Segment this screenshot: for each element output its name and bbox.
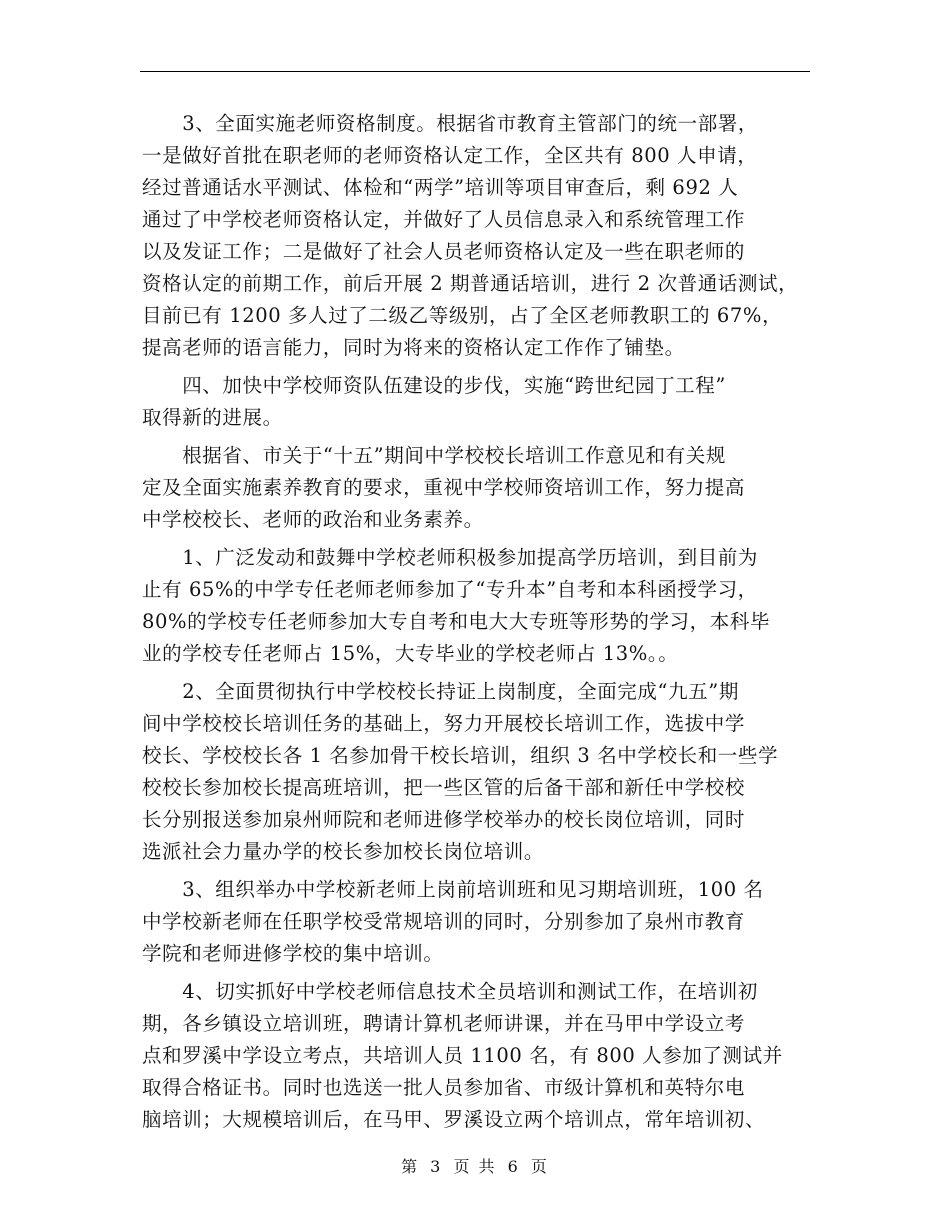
text-line: 止有 65%的中学专任老师老师参加了“专升本”自考和本科函授学习， (142, 578, 758, 601)
text-line: 定及全面实施素养教育的要求，重视中学校师资培训工作，努力提高 (142, 476, 746, 499)
text-line: 长分别报送参加泉州师院和老师进修学校举办的校长岗位培训，同时 (142, 808, 746, 831)
text-line: 中学校新老师在任职学校受常规培训的同时，分别参加了泉州市教育 (142, 910, 746, 933)
section-heading: 四、加快中学校师资队伍建设的步伐，实施“跨世纪园丁工程” (142, 374, 726, 397)
text-line: 以及发证工作；二是做好了社会人员老师资格认定及一些在职老师的 (142, 240, 746, 263)
text-line: 通过了中学校老师资格认定，并做好了人员信息录入和系统管理工作 (142, 208, 746, 231)
text-line: 目前已有 1200 多人过了二级乙等级别，占了全区老师教职工的 67%， (142, 304, 783, 327)
footer-suffix: 页 (530, 1157, 549, 1176)
text-line: 点和罗溪中学设立考点，共培训人员 1100 名，有 800 人参加了测试并 (142, 1044, 783, 1067)
text-line: 期，各乡镇设立培训班，聘请计算机老师讲课，并在马甲中学设立考 (142, 1012, 746, 1035)
footer-middle: 页 共 (453, 1157, 497, 1176)
text-line: 80%的学校专任老师参加大专自考和电大大专班等形势的学习，本科毕 (142, 610, 771, 633)
header-rule (140, 71, 810, 72)
text-line: 3、组织举办中学校新老师上岗前培训班和见习期培训班，100 名 (142, 878, 764, 901)
text-line: 提高老师的语言能力，同时为将来的资格认定工作作了铺垫。 (142, 336, 685, 359)
section-heading: 取得新的进展。 (142, 406, 283, 429)
text-line: 资格认定的前期工作，前后开展 2 期普通话培训，进行 2 次普通话测试， (142, 272, 799, 295)
text-line: 校长、学校校长各 1 名参加骨干校长培训，组织 3 名中学校长和一些学 (142, 744, 779, 767)
body-text (142, 108, 832, 1136)
text-line: 间中学校校长培训任务的基础上，努力开展校长培训工作，选拔中学 (142, 712, 746, 735)
page-number: 3 (430, 1157, 443, 1176)
text-line: 业的学校专任老师占 15%，大专毕业的学校老师占 13%。。 (142, 642, 679, 665)
text-line: 根据省、市关于“十五”期间中学校校长培训工作意见和有关规 (142, 444, 726, 467)
text-line: 中学校校长、老师的政治和业务素养。 (142, 508, 484, 531)
footer-prefix: 第 (401, 1157, 420, 1176)
text-line: 一是做好首批在职老师的老师资格认定工作，全区共有 800 人申请， (142, 144, 758, 167)
text-line: 1、广泛发动和鼓舞中学校老师积极参加提高学历培训，到目前为 (142, 546, 759, 569)
text-line: 3、全面实施老师资格制度。根据省市教育主管部门的统一部署， (142, 112, 759, 135)
page-footer (0, 1154, 950, 1177)
text-line: 脑培训；大规模培训后，在马甲、罗溪设立两个培训点，常年培训初、 (142, 1108, 766, 1131)
total-pages: 6 (507, 1157, 520, 1176)
text-line: 选派社会力量办学的校长参加校长岗位培训。 (142, 840, 545, 863)
text-line: 校校长参加校长提高班培训，把一些区管的后备干部和新任中学校校 (142, 776, 746, 799)
text-line: 取得合格证书。同时也选送一批人员参加省、市级计算机和英特尔电 (142, 1076, 746, 1099)
text-line: 学院和老师进修学校的集中培训。 (142, 942, 444, 965)
text-line: 4、切实抓好中学校老师信息技术全员培训和测试工作，在培训初 (142, 980, 759, 1003)
text-line: 经过普通话水平测试、体检和“两学”培训等项目审查后，剩 692 人 (142, 176, 739, 199)
text-line: 2、全面贯彻执行中学校校长持证上岗制度，全面完成“九五”期 (142, 680, 739, 703)
